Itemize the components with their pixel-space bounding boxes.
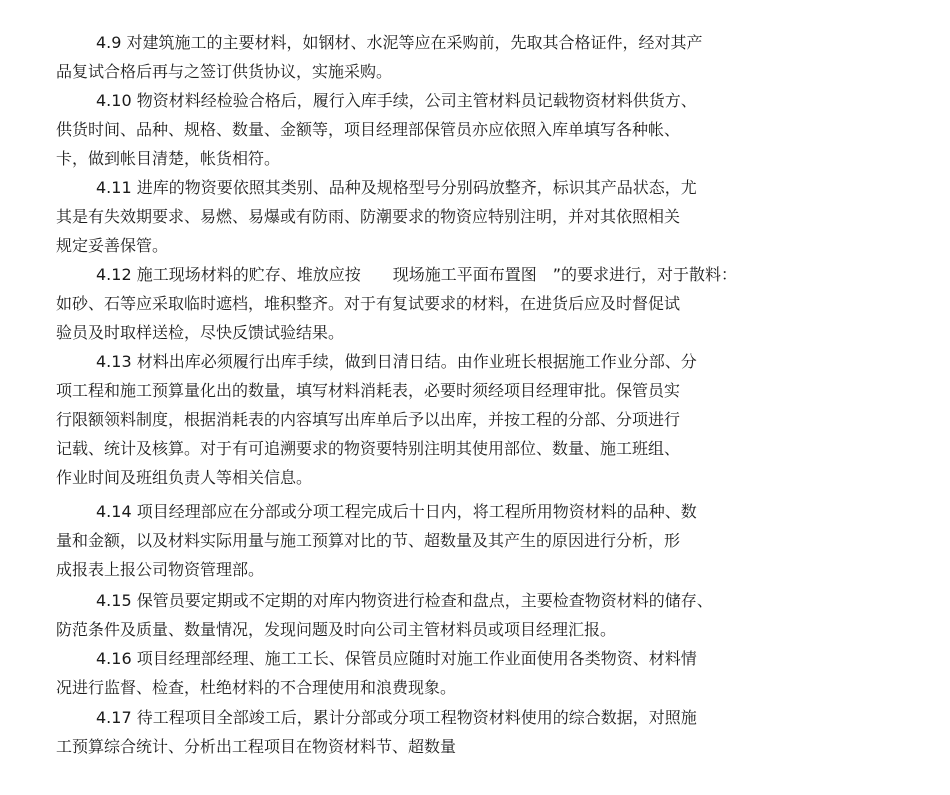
paragraph-line: 项工程和施工预算量化出的数量，填写材料消耗表，必要时须经项目经理审批。保管员实 [56,381,681,400]
paragraph-4-17 [56,703,816,761]
paragraph-4-15 [56,586,816,644]
paragraph-line: 4.12 施工现场材料的贮存、堆放应按 现场施工平面布置图 ”的要求进行，对于散料： [96,265,738,284]
paragraph-line: 况进行监督、检查，杜绝材料的不合理使用和浪费现象。 [56,678,457,697]
paragraph-line: 4.9 对建筑施工的主要材料，如钢材、水泥等应在采购前，先取其合格证件，经对其产 [96,33,703,52]
paragraph-line: 规定妥善保管。 [56,236,169,255]
paragraph-line: 作业时间及班组负责人等相关信息。 [56,468,313,487]
paragraph-line: 4.15 保管员要定期或不定期的对库内物资进行检查和盘点，主要检查物资材料的储存、 [96,591,713,610]
paragraph-line: 工预算综合统计、分析出工程项目在物资材料节、超数量 [56,737,457,756]
paragraph-4-14 [56,497,816,584]
paragraph-line: 如砂、石等应采取临时遮档，堆积整齐。对于有复试要求的材料，在进货后应及时督促试 [56,294,681,313]
paragraph-line: 4.11 进库的物资要依照其类别、品种及规格型号分别码放整齐，标识其产品状态，尤 [96,178,697,197]
paragraph-line: 成报表上报公司物资管理部。 [56,560,265,579]
paragraph-line: 行限额领料制度，根据消耗表的内容填写出库单后予以出库，并按工程的分部、分项进行 [56,410,681,429]
paragraph-line: 4.16 项目经理部经理、施工工长、保管员应随时对施工作业面使用各类物资、材料情 [96,649,697,668]
paragraph-line: 4.13 材料出库必须履行出库手续，做到日清日结。由作业班长根据施工作业分部、分 [96,352,697,371]
paragraph-line: 品复试合格后再与之签订供货协议，实施采购。 [56,62,393,81]
paragraph-4-16 [56,644,816,702]
paragraph-line: 卡，做到帐目清楚，帐货相符。 [56,149,281,168]
paragraph-line: 4.10 物资材料经检验合格后，履行入库手续，公司主管材料员记载物资材料供货方、 [96,91,697,110]
paragraph-line: 4.14 项目经理部应在分部或分项工程完成后十日内，将工程所用物资材料的品种、数 [96,502,697,521]
paragraph-line: 4.17 待工程项目全部竣工后，累计分部或分项工程物资材料使用的综合数据，对照施 [96,708,697,727]
paragraph-line: 防范条件及质量、数量情况，发现问题及时向公司主管材料员或项目经理汇报。 [56,620,617,639]
paragraph-line: 供货时间、品种、规格、数量、金额等，项目经理部保管员亦应依照入库单填写各种帐、 [56,120,681,139]
paragraph-4-13 [56,347,816,492]
paragraph-4-11 [56,173,816,260]
paragraph-4-12 [56,260,816,347]
paragraph-line: 记载、统计及核算。对于有可追溯要求的物资要特别注明其使用部位、数量、施工班组、 [56,439,681,458]
paragraph-line: 验员及时取样送检，尽快反馈试验结果。 [56,323,345,342]
paragraph-line: 其是有失效期要求、易燃、易爆或有防雨、防潮要求的物资应特别注明，并对其依照相关 [56,207,681,226]
paragraph-line: 量和金额，以及材料实际用量与施工预算对比的节、超数量及其产生的原因进行分析，形 [56,531,681,550]
paragraph-4-10 [56,86,816,173]
paragraph-4-9 [56,28,816,86]
